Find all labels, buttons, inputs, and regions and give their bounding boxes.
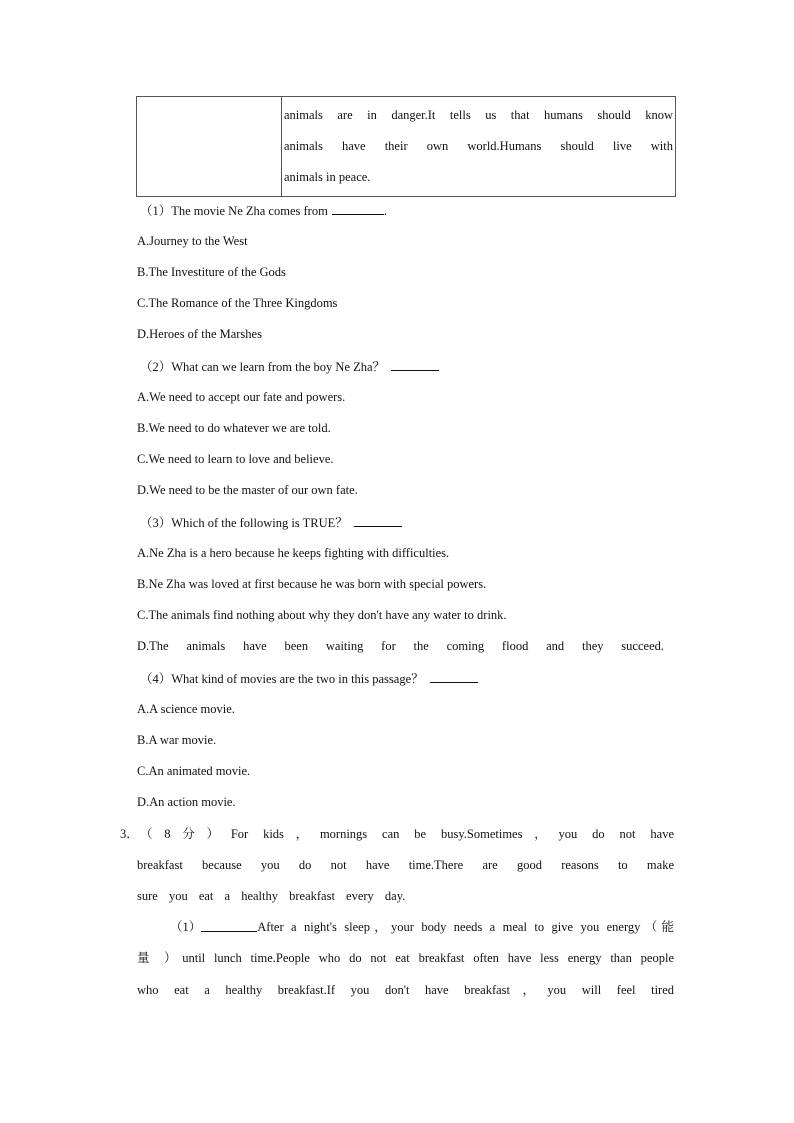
question-2-stem: [140, 357, 439, 375]
question-suffix: .: [383, 204, 387, 218]
passage-line: 量 ）until lunch time.People who do not eat breakfast often have less energy than people: [137, 951, 674, 965]
answer-blank: [332, 201, 384, 215]
question-1-stem: [140, 201, 387, 219]
option: A.Journey to the West: [137, 234, 248, 248]
passage-table: [136, 96, 676, 197]
option: D.An action movie.: [137, 795, 236, 809]
answer-blank: [201, 918, 257, 932]
table-left-cell: [137, 97, 282, 197]
option: C.The animals find nothing about why they don't have any water to drink.: [137, 608, 507, 622]
passage-line: After a night's sleep，your body needs a meal to give you energy（能: [257, 920, 674, 934]
option: A.A science movie.: [137, 702, 235, 716]
table-line: animals are in danger.It tells us that humans should know: [284, 108, 673, 122]
option: B.Ne Zha was loved at first because he was born with special powers.: [137, 577, 487, 591]
option: A.We need to accept our fate and powers.: [137, 390, 346, 404]
paragraph-prefix: （1）: [170, 920, 202, 934]
option: A.Ne Zha is a hero because he keeps fighting with difficulties.: [137, 546, 450, 560]
option: D.We need to be the master of our own fate.: [137, 483, 358, 497]
passage-line: who eat a healthy breakfast.If you don't have breakfast，you will feel tired: [137, 983, 674, 997]
option: B.A war movie.: [137, 733, 217, 747]
question-text: （4）What kind of movies are the two in this passage？: [140, 672, 424, 686]
passage-line: sure you eat a healthy breakfast every day.: [137, 889, 406, 903]
option: C.The Romance of the Three Kingdoms: [137, 296, 338, 310]
question-3-stem: [140, 513, 402, 531]
option: D.Heroes of the Marshes: [137, 327, 262, 341]
passage-line: breakfast because you do not have time.There are good reasons to make: [137, 858, 674, 872]
paragraph-first-line: [170, 918, 674, 936]
option: B.We need to do whatever we are told.: [137, 421, 331, 435]
question-text: （3）Which of the following is TRUE？: [140, 516, 348, 530]
table-line: animals in peace.: [284, 170, 371, 184]
table-right-cell: [282, 97, 676, 197]
answer-blank: [391, 357, 439, 371]
option: D.The animals have been waiting for the coming flood and they succeed.: [137, 639, 664, 653]
option: C.An animated movie.: [137, 764, 251, 778]
option: C.We need to learn to love and believe.: [137, 452, 334, 466]
passage-line: （8分）For kids，mornings can be busy.Sometimes，you do not have: [140, 827, 674, 841]
section-number: 3．: [120, 827, 139, 841]
option: B.The Investiture of the Gods: [137, 265, 286, 279]
answer-blank: [354, 513, 402, 527]
question-text: （2）What can we learn from the boy Ne Zha？: [140, 360, 386, 374]
question-4-stem: [140, 669, 478, 687]
question-text: （1）The movie Ne Zha comes from: [140, 204, 328, 218]
answer-blank: [430, 669, 478, 683]
table-line: animals have their own world.Humans should live with: [284, 139, 673, 153]
